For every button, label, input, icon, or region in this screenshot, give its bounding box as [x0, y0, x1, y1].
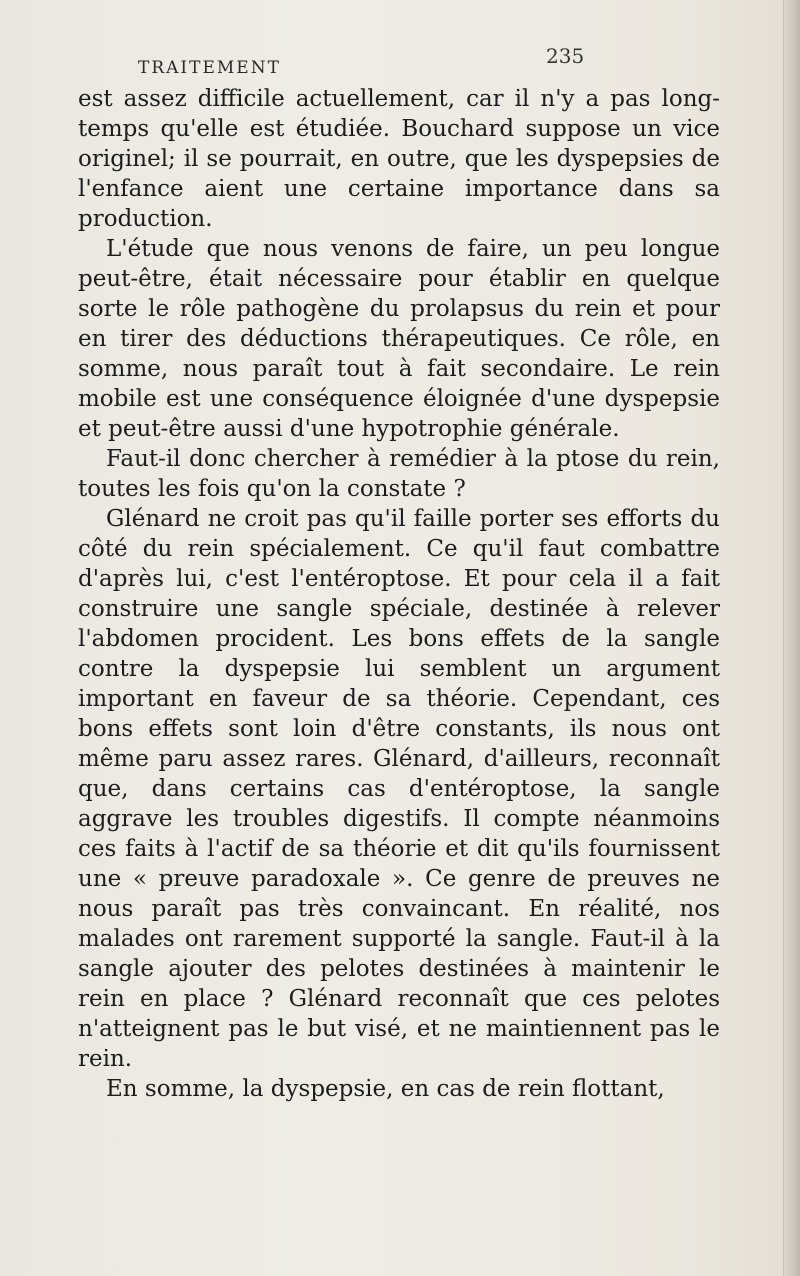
paragraph-3: Faut-il donc chercher à remédier à la ptose du rein, toutes les fois qu'on la constate ?	[78, 446, 720, 502]
page-header	[138, 44, 658, 80]
running-head: TRAITEMENT	[138, 58, 281, 78]
body-text	[78, 84, 720, 1104]
paragraph-1: est assez difficile actuellement, car il n'y a pas long-temps qu'elle est étudiée. Bouchard suppose un vice originel; il se pourrait, en outre, que les dyspepsies de l'enfance aient une certaine importance dans sa production.	[78, 86, 720, 232]
paragraph-2: L'étude que nous venons de faire, un peu longue peut-être, était nécessaire pour établir en quelque sorte le rôle pathogène du prolapsus du rein et pour en tirer des déductions thérapeutiques. Ce rôle, en somme, nous paraît tout à fait secondaire. Le rein mobile est une conséquence éloignée d'une dyspepsie et peut-être aussi d'une hypotrophie générale.	[78, 236, 720, 442]
page-edge	[783, 0, 800, 1276]
paragraph-4: Glénard ne croit pas qu'il faille porter ses efforts du côté du rein spécialement. Ce qu'il faut combattre d'après lui, c'est l'entéroptose. Et pour cela il a fait construire une sangle spéciale, destinée à relever l'abdomen procident. Les bons effets de la sangle contre la dyspepsie lui semblent un argument important en faveur de sa théorie. Cependant, ces bons effets sont loin d'être constants, ils nous ont même paru assez rares. Glénard, d'ailleurs, reconnaît que, dans certains cas d'entéroptose, la sangle aggrave les troubles digestifs. Il compte néanmoins ces faits à l'actif de sa théorie et dit qu'ils fournissent une « preuve paradoxale ». Ce genre de preuves ne nous paraît pas très convaincant. En réalité, nos malades ont rarement supporté la sangle. Faut-il à la sangle ajouter des pelotes destinées à maintenir le rein en place ? Glénard reconnaît que ces pelotes n'atteignent pas le but visé, et ne maintiennent pas le rein.	[78, 506, 720, 1072]
page-number: 235	[546, 44, 585, 68]
paragraph-5: En somme, la dyspepsie, en cas de rein flottant,	[106, 1076, 665, 1102]
